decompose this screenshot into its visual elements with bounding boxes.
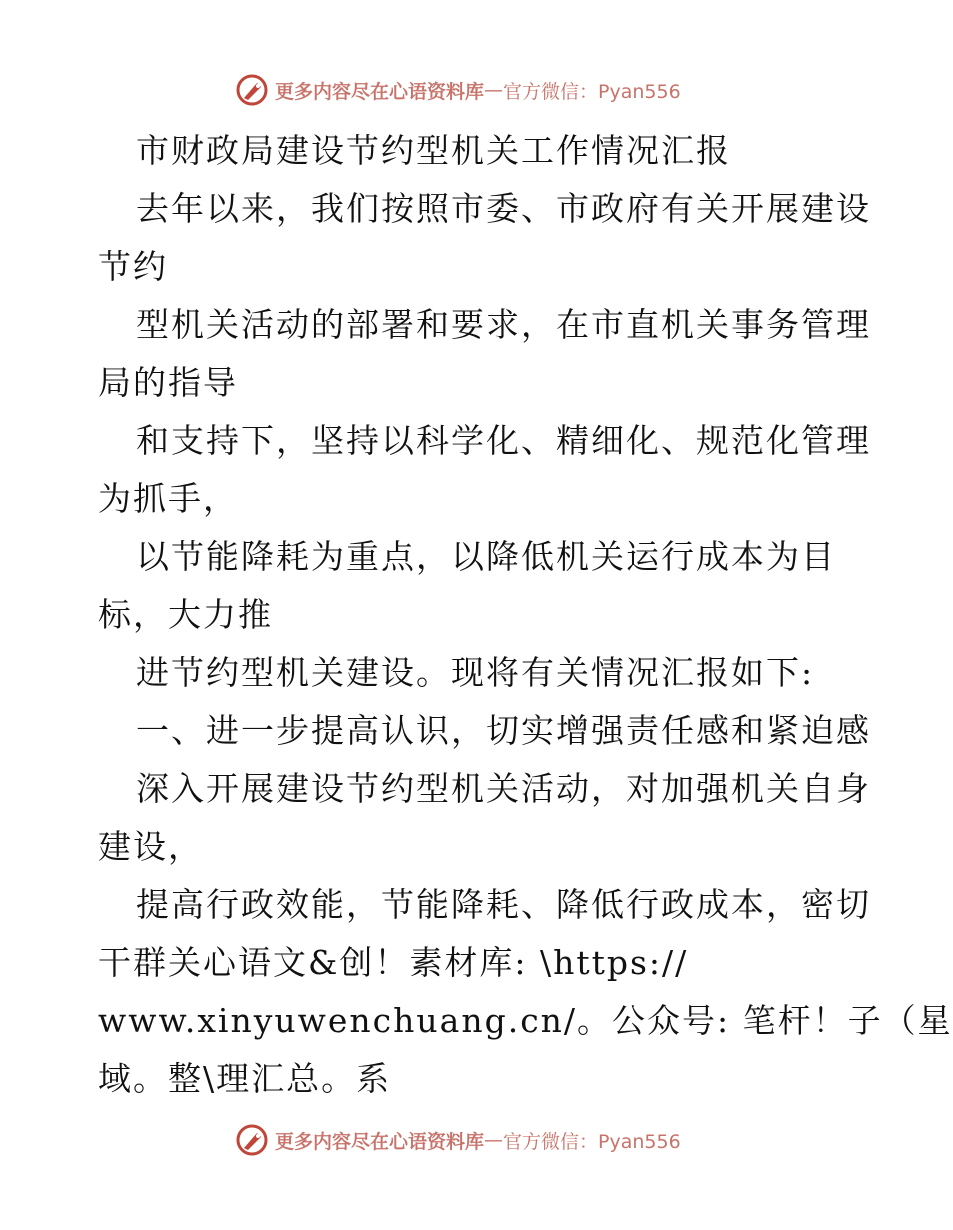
banner-wechat: 官方微信：Pyan556 <box>503 1130 681 1153</box>
paragraph-line: www.xinyuwenchuang.cn/。公众号: 笔杆！子（星 <box>98 1001 953 1040</box>
paragraph-line: 局的指导 <box>98 363 238 402</box>
document-title: 市财政局建设节约型机关工作情况汇报 <box>136 131 731 170</box>
paragraph-line: 深入开展建设节约型机关活动，对加强机关自身 <box>136 769 871 808</box>
paragraph-line: 建设， <box>98 827 203 866</box>
banner-title: 更多内容尽在心语资料库 <box>275 1130 485 1153</box>
paragraph-line: 进节约型机关建设。现将有关情况汇报如下: <box>136 653 815 692</box>
paragraph-line: 干群关心语文&创！素材库: \https:// <box>98 943 689 982</box>
pen-nib-circle-icon <box>235 1123 269 1157</box>
paragraph-line: 型机关活动的部署和要求，在市直机关事务管理 <box>136 305 871 344</box>
footer-banner <box>235 1122 681 1158</box>
banner-separator: — <box>484 1129 504 1151</box>
paragraph-line: 节约 <box>98 247 168 286</box>
banner-separator: — <box>484 79 504 101</box>
paragraph-line: 为抓手， <box>98 479 238 518</box>
paragraph-line: 以节能降耗为重点，以降低机关运行成本为目 <box>136 537 836 576</box>
paragraph-line: 域。整\理汇总。系 <box>98 1059 392 1098</box>
section-heading: 一、进一步提高认识，切实增强责任感和紧迫感 <box>136 711 871 750</box>
banner-wechat: 官方微信：Pyan556 <box>503 80 681 103</box>
paragraph-line: 标，大力推 <box>98 595 273 634</box>
header-banner <box>235 72 681 108</box>
document-body <box>98 122 953 1108</box>
banner-title: 更多内容尽在心语资料库 <box>275 80 485 103</box>
pen-nib-circle-icon <box>235 73 269 107</box>
paragraph-line: 去年以来，我们按照市委、市政府有关开展建设 <box>136 189 871 228</box>
paragraph-line: 提高行政效能，节能降耗、降低行政成本，密切 <box>136 885 871 924</box>
paragraph-line: 和支持下，坚持以科学化、精细化、规范化管理 <box>136 421 871 460</box>
